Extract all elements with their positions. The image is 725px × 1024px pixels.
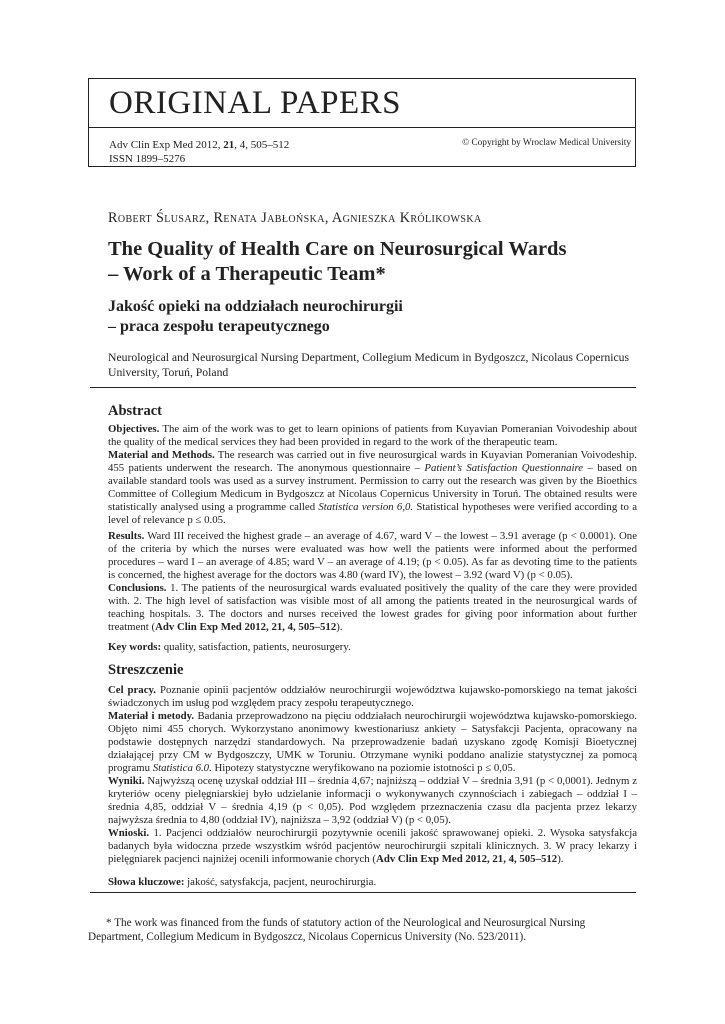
keywords-label: Key words: <box>108 641 162 653</box>
divider-bottom <box>90 892 636 893</box>
methods-text-3: Statistical hypotheses were verified according to a level of relevance p ≤ 0.05. <box>108 500 637 526</box>
journal-issue-pages: , 4, 505–512 <box>234 139 290 151</box>
results-label: Results. <box>108 530 145 542</box>
issn: ISSN 1899–5276 <box>109 153 186 165</box>
conclusions-text: 1. The patients of the neurosurgical wards evaluated positively the quality of the care they were provided with. 2. The high level of satisfaction was visible most of all among the patients treated in the neurosurgical wards of teaching hospitals. 3. The doctors and nurses received the lowest grades for giving poor information about further treatment ( <box>108 582 637 633</box>
keywords-text: quality, satisfaction, patients, neurosurgery. <box>161 641 351 653</box>
methods-text-2: – based on available standard tools was used as a survey instrument. Permission to carry out the research was given by the Bioethics Committee of Collegium Medicum in Bydgoszcz at Nicolaus Copernicus University in Toruń. The obtained results were statistically analysed using a programme called <box>108 461 637 513</box>
abstract-citation: Adv Clin Exp Med 2012, 21, 4, 505–512 <box>155 620 337 633</box>
wnioski-end: ). <box>557 852 564 865</box>
journal-citation <box>109 139 289 151</box>
streszczenie-keywords <box>108 876 637 889</box>
divider-top <box>90 387 636 388</box>
abstract-methods <box>108 449 637 527</box>
title-en-line-1: The Quality of Health Care on Neurosurgical Wards <box>108 238 567 260</box>
affiliation: Neurological and Neurosurgical Nursing Department, Collegium Medicum in Bydgoszcz, Nicolaus Copernicus University, Toruń, Poland <box>108 351 630 379</box>
streszczenie-heading: Streszczenie <box>108 662 184 678</box>
footnote: * The work was financed from the funds of statutory action of the Neurological and Neurosurgical Nursing Department, Collegium Medicum in Bydgoszcz, Nicolaus Copernicus University (No. 523/2011). <box>88 917 586 943</box>
abstract-objectives <box>108 423 637 449</box>
section-banner-title: ORIGINAL PAPERS <box>109 85 402 121</box>
wyniki-text: Najwyższą ocenę uzyskał oddział III – średnia 4,67; najniższą – oddział V – średnia 3,91 (p < 0,0001). Jednym z kryteriów oceny pielęgniarskiej było udzielanie informacji o wykonywanych czynnościach i zabiegach – oddział I – średnia 4,85, oddział V – średnia 4,19 (p < 0,05). Pod względem przeznaczenia czasu dla pacjenta przez lekarzy najwyższa średnia to 4,80 (oddział IV), najniższa – 3,92 (oddział V) (p < 0,05). <box>108 775 637 826</box>
title-pl-line-2: – praca zespołu terapeutycznego <box>108 318 330 335</box>
metody-italic: Statistica 6.0. <box>152 761 212 774</box>
streszczenie-wnioski <box>108 827 637 866</box>
wyniki-label: Wyniki. <box>108 775 145 787</box>
results-text: Ward III received the highest grade – an average of 4.67, ward V – the lowest – 3.91 average (p < 0.0001). One of the criteria by which the nurses were evaluated was how well the patients were informed about the performed procedures – ward I – an average of 4.85; ward V – an average of 4.19; (p < 0.05). As far as devoting time to the patients is concerned, the highest average for the doctors was 4.80 (ward IV), the lowest – 3.92 (ward V) (p < 0.05). <box>108 530 637 581</box>
cel-text: Poznanie opinii pacjentów oddziałów neurochirurgii województwa kujawsko-pomorskiego na temat jakości świadczonych im usług pod względem pracy zespołu terapeutycznego. <box>108 684 638 709</box>
methods-italic-1: Patient’s Satisfaction Questionnaire <box>424 461 584 474</box>
abstract-conclusions <box>108 582 637 634</box>
conclusions-label: Conclusions. <box>108 582 167 594</box>
streszczenie-metody <box>108 710 637 775</box>
conclusions-end: ). <box>336 620 343 633</box>
title-en-line-2: – Work of a Therapeutic Team* <box>108 263 386 285</box>
streszczenie-cel <box>108 684 637 710</box>
wnioski-text: 1. Pacjenci oddziałów neurochirurgii pozytywnie ocenili jakość sprawowanej opieki. 2. Wysoka satysfakcja badanych była widoczna przede wszystkim wśród pacjentów neurochirurgii szpitali klinicznych. 3. W pracy lekarzy i pielęgniarek pacjenci najniżej ocenili informowanie chorych ( <box>108 827 637 865</box>
slowa-kluczowe-text: jakość, satysfakcja, pacjent, neurochirurgia. <box>184 876 377 888</box>
metody-text-2: Hipotezy statystyczne weryfikowano na poziomie istotności p ≤ 0,05. <box>211 761 516 774</box>
slowa-kluczowe-label: Słowa kluczowe: <box>108 876 185 888</box>
objectives-label: Objectives. <box>108 423 160 435</box>
copyright-notice: © Copyright by Wroclaw Medical University <box>462 138 631 148</box>
metody-text-1: Badania przeprowadzono na pięciu oddziałach neurochirurgii województwa kujawsko-pomorskiego. Objęto nimi 455 chorych. Wykorzystano anonimowy kwestionariusz ankiety – Satysfakcji Pacjenta, opracowany na podstawie dostępnych narzędzi standardowych. Na przeprowadzenie badań uzyskano zgodę Komisji Bioetycznej działającej przy CM w Bydgoszczy, UMK w Toruniu. Otrzymane wyniki poddano analizie statystycznej za pomocą programu <box>108 710 637 774</box>
article-title-polish <box>108 297 628 337</box>
title-pl-line-1: Jakość opieki na oddziałach neurochirurgii <box>108 298 403 315</box>
streszczenie-wyniki <box>108 775 637 827</box>
abstract-results <box>108 530 637 582</box>
abstract-heading: Abstract <box>108 403 162 419</box>
article-title-english <box>108 237 628 287</box>
objectives-text: The aim of the work was to get to learn opinions of patients from Kuyavian Pomeranian Voivodeship about the quality of the medical services they had been provided in regard to the work of the therapeutic team. <box>108 423 637 448</box>
journal-volume: 21 <box>223 139 235 151</box>
author-list: Robert Ślusarz, Renata Jabłońska, Agnieszka Królikowska <box>108 210 482 226</box>
methods-italic-2: Statistica version 6,0. <box>318 500 414 513</box>
section-banner <box>88 78 636 128</box>
streszczenie-citation: Adv Clin Exp Med 2012, 21, 4, 505–512 <box>376 852 558 865</box>
cel-label: Cel pracy. <box>108 684 157 696</box>
methods-text-1: The research was carried out in five neurosurgical wards in Kuyavian Pomeranian Voivodeship. 455 patients underwent the research. The anonymous questionnaire – <box>108 449 637 474</box>
methods-label: Material and Methods. <box>108 449 215 461</box>
abstract-keywords <box>108 641 637 654</box>
journal-name: Adv Clin Exp Med 2012, <box>109 139 224 151</box>
journal-meta-box <box>88 127 636 167</box>
metody-label: Materiał i metody. <box>108 710 195 722</box>
wnioski-label: Wnioski. <box>108 827 150 839</box>
